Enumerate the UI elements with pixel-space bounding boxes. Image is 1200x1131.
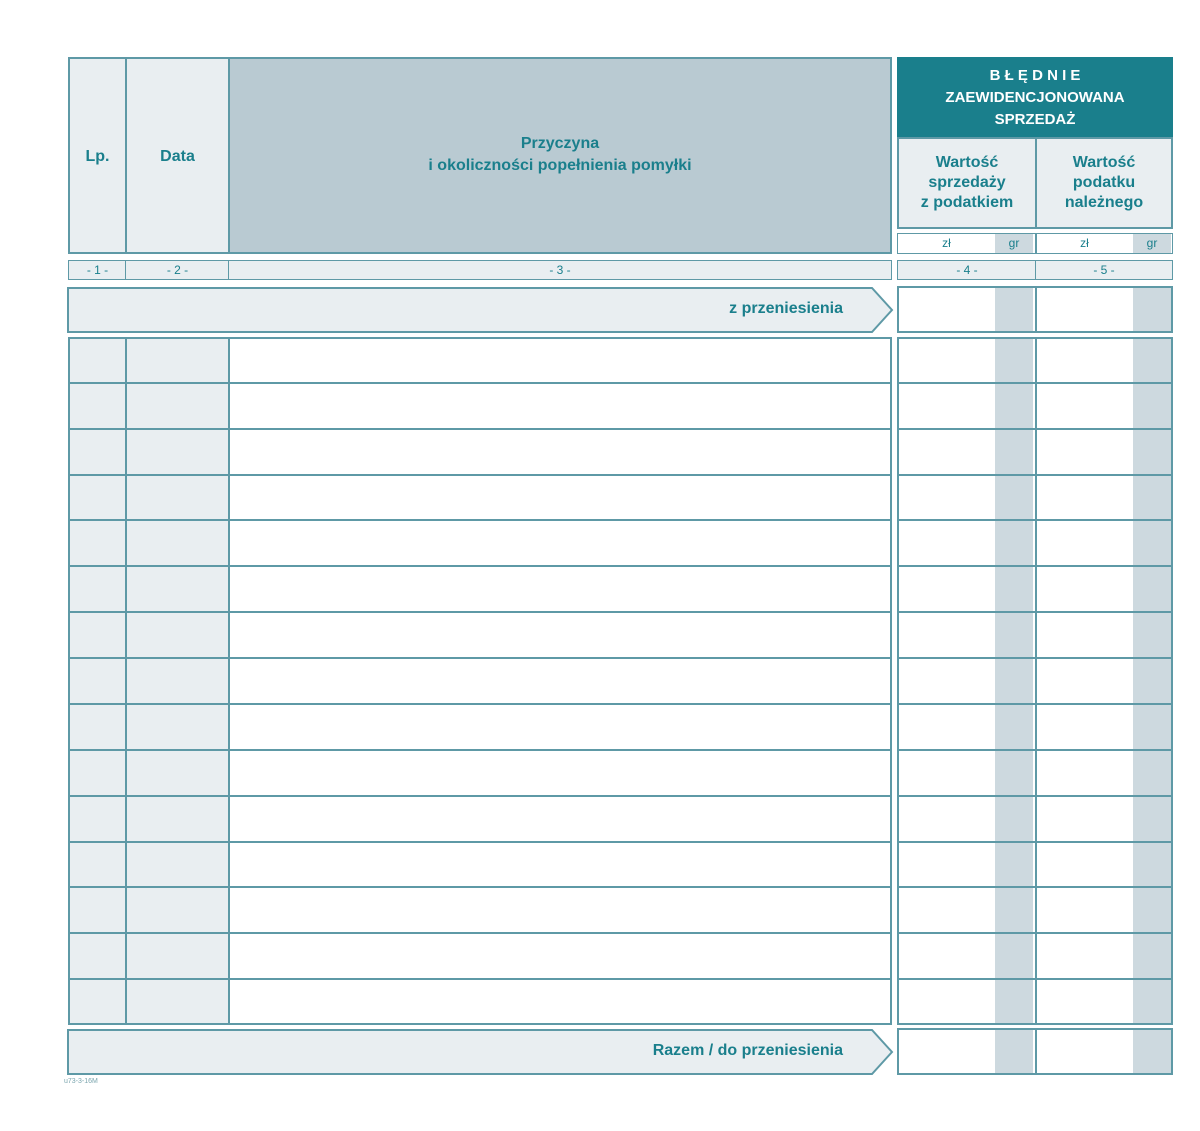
gr-band-col5 bbox=[1133, 339, 1171, 1023]
row-separator bbox=[68, 474, 892, 476]
colnum-1: - 1 - bbox=[86, 263, 109, 277]
row-separator bbox=[897, 657, 1173, 659]
row-separator bbox=[897, 611, 1173, 613]
zl-label-col5: zł bbox=[1080, 236, 1089, 250]
colnum-5: - 5 - bbox=[1093, 263, 1115, 277]
header-col5-line2: podatku bbox=[1072, 174, 1136, 191]
row-separator bbox=[68, 428, 892, 430]
gr-band-col4 bbox=[995, 339, 1033, 1023]
entries-left-block bbox=[68, 337, 892, 1025]
carry-over-col5-field[interactable] bbox=[1035, 286, 1173, 333]
carry-over-col4-field[interactable] bbox=[897, 286, 1037, 333]
divider-date-cause bbox=[228, 337, 230, 1025]
header-lp: Lp. bbox=[85, 148, 110, 165]
row-separator bbox=[897, 749, 1173, 751]
total-label: Razem / do przeniesienia bbox=[652, 1042, 843, 1059]
header-group-line2: ZAEWIDENCJONOWANA bbox=[945, 89, 1125, 106]
colnum-3-cell bbox=[228, 260, 892, 280]
gr-band-carry-col5 bbox=[1133, 288, 1171, 331]
row-separator bbox=[68, 795, 892, 797]
gr-label-col5: gr bbox=[1146, 236, 1158, 250]
row-separator bbox=[897, 428, 1173, 430]
row-separator bbox=[897, 886, 1173, 888]
colnum-1-cell bbox=[68, 260, 127, 280]
row-separator bbox=[897, 978, 1173, 980]
header-col4-line1: Wartość bbox=[935, 154, 999, 171]
row-separator bbox=[897, 703, 1173, 705]
header-group-line1: B Ł Ę D N I E bbox=[989, 67, 1081, 84]
row-separator bbox=[68, 841, 892, 843]
gr-band-total-col5 bbox=[1133, 1030, 1171, 1073]
header-group-title-cell bbox=[897, 57, 1173, 139]
row-separator bbox=[68, 611, 892, 613]
currency-row-col4 bbox=[897, 233, 1037, 254]
footer-code: u73-3-16M bbox=[64, 1078, 98, 1085]
row-separator bbox=[68, 382, 892, 384]
colnum-4: - 4 - bbox=[956, 263, 978, 277]
header-group-line3: SPRZEDAŻ bbox=[994, 111, 1076, 128]
header-col4-cell bbox=[897, 137, 1037, 229]
header-cause-line1: Przyczyna bbox=[520, 135, 600, 152]
row-separator bbox=[68, 749, 892, 751]
header-col5-line3: należnego bbox=[1064, 194, 1144, 211]
entries-col4-block bbox=[897, 337, 1037, 1025]
row-separator bbox=[897, 519, 1173, 521]
date-column-shade bbox=[127, 339, 230, 1023]
gr-band-carry-col4 bbox=[995, 288, 1033, 331]
row-separator bbox=[68, 519, 892, 521]
header-cause-line2: i okoliczności popełnienia pomyłki bbox=[428, 157, 692, 174]
header-col5-cell bbox=[1035, 137, 1173, 229]
divider-lp-date bbox=[125, 337, 127, 1025]
gr-label-col4: gr bbox=[1008, 236, 1020, 250]
total-col4-field[interactable] bbox=[897, 1028, 1037, 1075]
row-separator bbox=[68, 932, 892, 934]
header-cause-cell bbox=[228, 57, 892, 254]
colnum-2-cell bbox=[125, 260, 230, 280]
row-separator bbox=[897, 565, 1173, 567]
header-col4-line3: z podatkiem bbox=[920, 194, 1014, 211]
row-separator bbox=[68, 978, 892, 980]
lp-column-shade bbox=[70, 339, 127, 1023]
colnum-2: - 2 - bbox=[166, 263, 189, 277]
currency-row-col5 bbox=[1035, 233, 1173, 254]
colnum-3: - 3 - bbox=[549, 263, 571, 277]
header-col5-line1: Wartość bbox=[1072, 154, 1136, 171]
entries-col5-block bbox=[1035, 337, 1173, 1025]
row-separator bbox=[68, 657, 892, 659]
row-separator bbox=[897, 841, 1173, 843]
row-separator bbox=[68, 703, 892, 705]
zl-label-col4: zł bbox=[942, 236, 951, 250]
row-separator bbox=[68, 886, 892, 888]
total-col5-field[interactable] bbox=[1035, 1028, 1173, 1075]
header-col4-line2: sprzedaży bbox=[928, 174, 1006, 191]
header-date: Data bbox=[160, 148, 195, 165]
row-separator bbox=[897, 795, 1173, 797]
row-separator bbox=[897, 474, 1173, 476]
colnum-4-cell bbox=[897, 260, 1037, 280]
colnum-5-cell bbox=[1035, 260, 1173, 280]
header-date-cell bbox=[125, 57, 230, 254]
row-separator bbox=[897, 932, 1173, 934]
gr-band-total-col4 bbox=[995, 1030, 1033, 1073]
header-lp-cell bbox=[68, 57, 127, 254]
row-separator bbox=[68, 565, 892, 567]
carry-over-label: z przeniesienia bbox=[729, 300, 843, 317]
row-separator bbox=[897, 382, 1173, 384]
